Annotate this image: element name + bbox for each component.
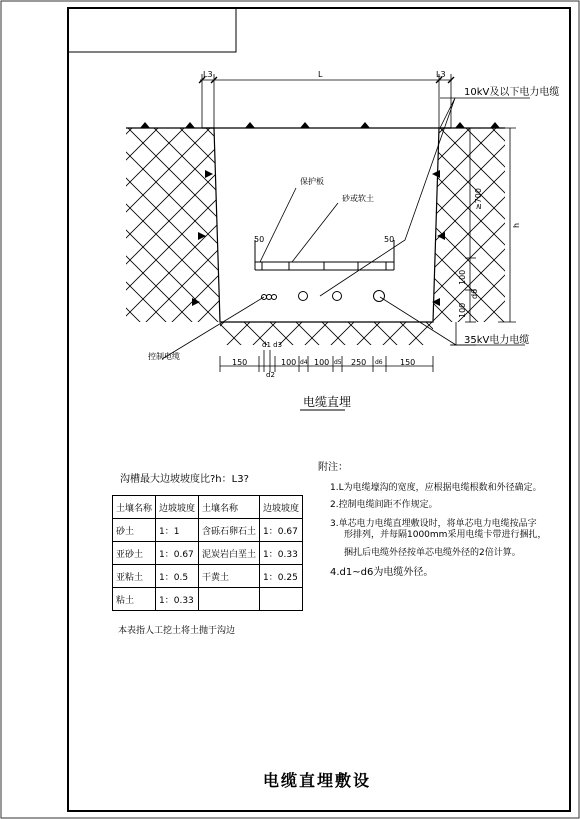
control-cable-3 <box>272 295 277 300</box>
label-dim-h: h <box>512 222 521 228</box>
table-cell: 1：1 <box>156 519 199 542</box>
table-cell: 泥炭岩白垩土 <box>199 542 260 565</box>
label-dim-d6: d6 <box>470 288 479 299</box>
note-2: 2.控制电缆间距不作规定。 <box>330 499 438 510</box>
table-cell: 粘土 <box>113 588 156 611</box>
table-cell <box>260 588 303 611</box>
label-dim-50-left: 50 <box>254 235 265 244</box>
label-l3-right: L3 <box>436 70 446 79</box>
power-cable-3 <box>374 291 385 302</box>
label-dim-700: ≥700 <box>474 188 483 210</box>
soil-table-footnote: 本表指人工挖土将土抛于沟边 <box>118 626 236 636</box>
note-1: 1.L为电缆壕沟的宽度，应根据电缆根数和外径确定。 <box>330 482 542 493</box>
notes-block <box>318 462 546 579</box>
outer-frame <box>1 1 579 818</box>
table-cell: 1：0.25 <box>260 565 303 588</box>
table-row <box>113 588 303 611</box>
table-cell: 1：0.67 <box>260 519 303 542</box>
label-dim-50-right: 50 <box>384 235 395 244</box>
cables <box>262 291 385 302</box>
bottom-dim-d4: d4 <box>300 359 308 366</box>
note-3c: 捆扎后电缆外径按单芯电缆外径的2倍计算。 <box>344 547 521 558</box>
label-l3-left: L3 <box>203 70 213 79</box>
section-caption: 电缆直埋 <box>303 395 352 409</box>
table-cell: 含砾石卵石土 <box>199 519 260 542</box>
table-cell: 1：0.5 <box>156 565 199 588</box>
label-10kv-cable: 10kV及以下电力电缆 <box>464 87 560 98</box>
top-dimension <box>199 74 454 128</box>
note-3a: 3.单芯电力电缆直埋敷设时，将单芯电力电缆按品字 <box>330 519 537 529</box>
table-cell: 亚粘土 <box>113 565 156 588</box>
label-sand-soil: 砂或软土 <box>342 194 374 203</box>
earth-hatching <box>126 122 505 345</box>
table-row <box>113 542 303 565</box>
soil-slope-table <box>112 495 303 611</box>
table-header: 土壤名称 <box>199 496 260 519</box>
bottom-dim-250: 250 <box>351 358 367 367</box>
label-d2: d2 <box>266 371 275 379</box>
label-d1d3: d1 d3 <box>262 341 283 349</box>
table-row <box>113 519 303 542</box>
label-dim-100-a: 100 <box>458 269 467 285</box>
table-cell <box>199 588 260 611</box>
table-header: 边坡坡度 <box>260 496 303 519</box>
power-cable-2 <box>333 292 342 301</box>
control-cable-2 <box>267 295 272 300</box>
bottom-dim-100-b: 100 <box>314 358 330 367</box>
title-block-corner <box>68 8 236 52</box>
table-header: 土壤名称 <box>113 496 156 519</box>
label-l: L <box>318 70 323 79</box>
label-dim-100-b: 100 <box>458 302 467 318</box>
note-4: 4.d1~d6为电缆外径。 <box>330 566 434 578</box>
bottom-dim-d6: d6 <box>375 359 383 366</box>
bottom-dim-150-left: 150 <box>232 358 248 367</box>
table-cell: 1：0.33 <box>156 588 199 611</box>
table-cell: 砂土 <box>113 519 156 542</box>
table-cell: 干黄土 <box>199 565 260 588</box>
bottom-dim-d5: d5 <box>334 359 342 366</box>
label-35kv-cable: 35kV电力电缆 <box>464 335 530 346</box>
protection-board <box>255 240 394 270</box>
table-cell: 1：0.67 <box>156 542 199 565</box>
power-cable-1 <box>299 292 308 301</box>
table-row <box>113 565 303 588</box>
bottom-dim-150-right: 150 <box>400 358 416 367</box>
label-control-cable: 控制电缆 <box>148 352 180 361</box>
table-header-row <box>113 496 303 519</box>
table-cell: 1：0.33 <box>260 542 303 565</box>
label-protect-board: 保护板 <box>300 177 324 186</box>
bottom-dim-100-a: 100 <box>281 358 297 367</box>
table-cell: 亚砂土 <box>113 542 156 565</box>
table-header: 边坡坡度 <box>156 496 199 519</box>
drawing-title: 电缆直埋敷设 <box>263 771 372 790</box>
notes-heading: 附注： <box>318 462 348 473</box>
soil-table-title: 沟槽最大边坡坡度比?h：L3? <box>120 474 249 485</box>
note-3b: 形排列，并每隔1000mm采用电缆卡带进行捆扎， <box>344 530 547 541</box>
